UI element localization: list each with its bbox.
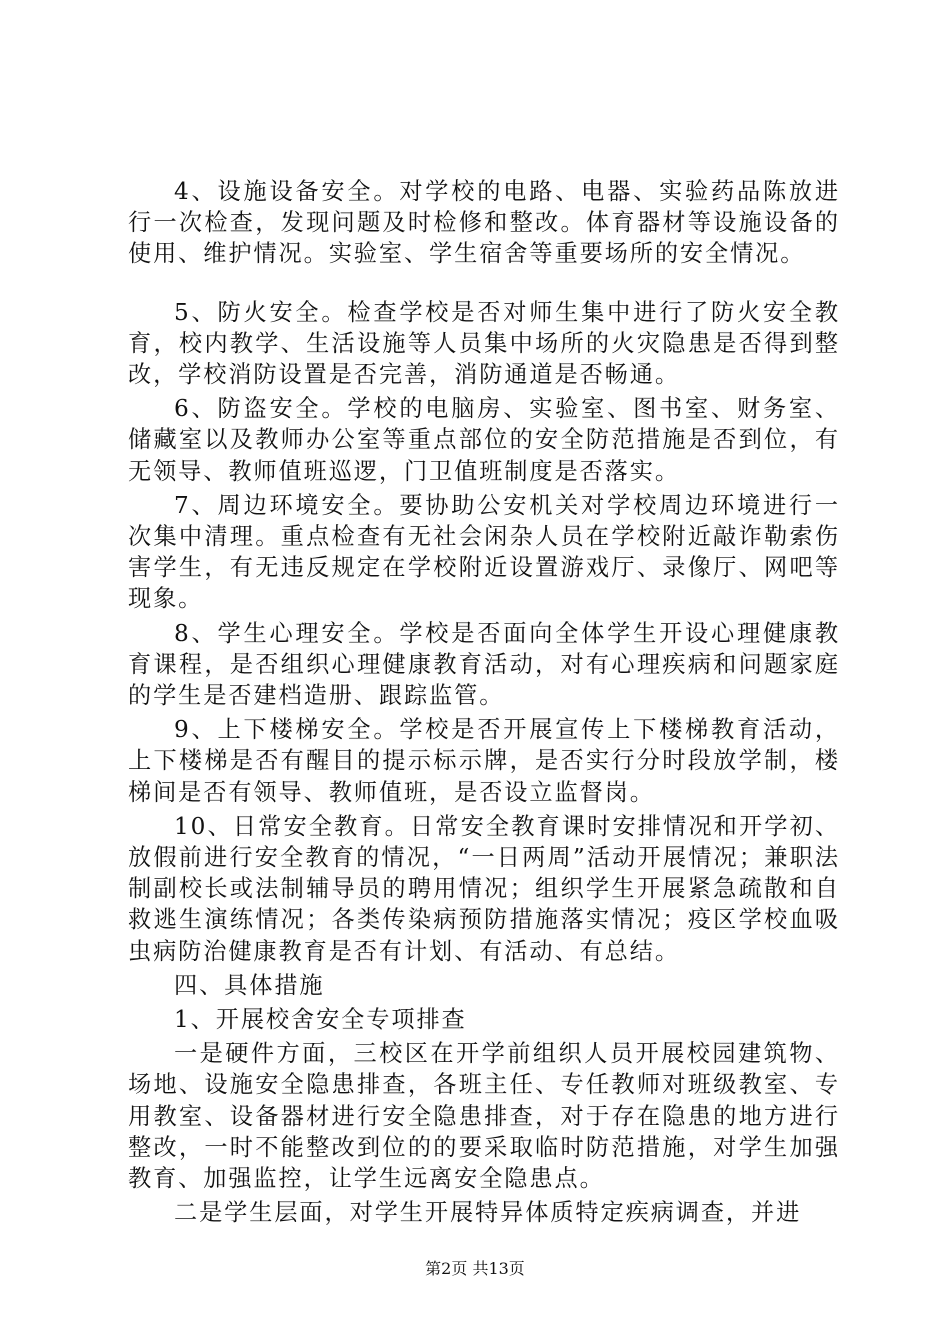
paragraph-environment-safety: 7、周边环境安全。要协助公安机关对学校周边环境进行一次集中清理。重点检查有无社会闲杂人员在学校附近敲诈勒索伤害学生，有无违反规定在学校附近设置游戏厅、录像厅、网吧等现象。: [128, 491, 840, 613]
paragraph-hardware: 一是硬件方面，三校区在开学前组织人员开展校园建筑物、场地、设施安全隐患排查，各班主任、专任教师对班级教室、专用教室、设备器材进行安全隐患排查，对于存在隐患的地方进行整改，一时不能整改到位的的要采取临时防范措施，对学生加强教育、加强监控，让学生远离安全隐患点。: [128, 1040, 840, 1193]
subheading-dorm-inspection: 1、开展校舍安全专项排查: [174, 1006, 467, 1034]
paragraph-psychological-safety: 8、学生心理安全。学校是否面向全体学生开设心理健康教育课程，是否组织心理健康教育活动，对有心理疾病和问题家庭的学生是否建档造册、跟踪监管。: [128, 619, 840, 710]
paragraph-theft-safety: 6、防盗安全。学校的电脑房、实验室、图书室、财务室、储藏室以及教师办公室等重点部位的安全防范措施是否到位，有无领导、教师值班巡逻，门卫值班制度是否落实。: [128, 395, 840, 485]
paragraph-stair-safety: 9、上下楼梯安全。学校是否开展宣传上下楼梯教育活动，上下楼梯是否有醒目的提示标示牌，是否实行分时段放学制，楼梯间是否有领导、教师值班，是否设立监督岗。: [128, 716, 840, 806]
paragraph-facility-safety: 4、设施设备安全。对学校的电路、电器、实验药品陈放进行一次检查，发现问题及时检修和整改。体育器材等设施设备的使用、维护情况。实验室、学生宿舍等重要场所的安全情况。: [128, 178, 840, 268]
paragraph-student-level: 二是学生层面，对学生开展特异体质特定疾病调查，并进: [174, 1199, 802, 1227]
page-number-footer: 第2页 共13页: [425, 1259, 525, 1278]
paragraph-fire-safety: 5、防火安全。检查学校是否对师生集中进行了防火安全教育，校内教学、生活设施等人员集中场所的火灾隐患是否得到整改，学校消防设置是否完善，消防通道是否畅通。: [128, 298, 840, 389]
document-body: [128, 176, 840, 1229]
section-heading-measures: 四、具体措施: [174, 971, 325, 999]
paragraph-daily-education: 10、日常安全教育。日常安全教育课时安排情况和开学初、放假前进行安全教育的情况，“一日两周”活动开展情况；兼职法制副校长或法制辅导员的聘用情况；组织学生开展紧急疏散和自救逃生演练情况；各类传染病预防措施落实情况；疫区学校血吸虫病防治健康教育是否有计划、有活动、有总结。: [128, 812, 840, 965]
